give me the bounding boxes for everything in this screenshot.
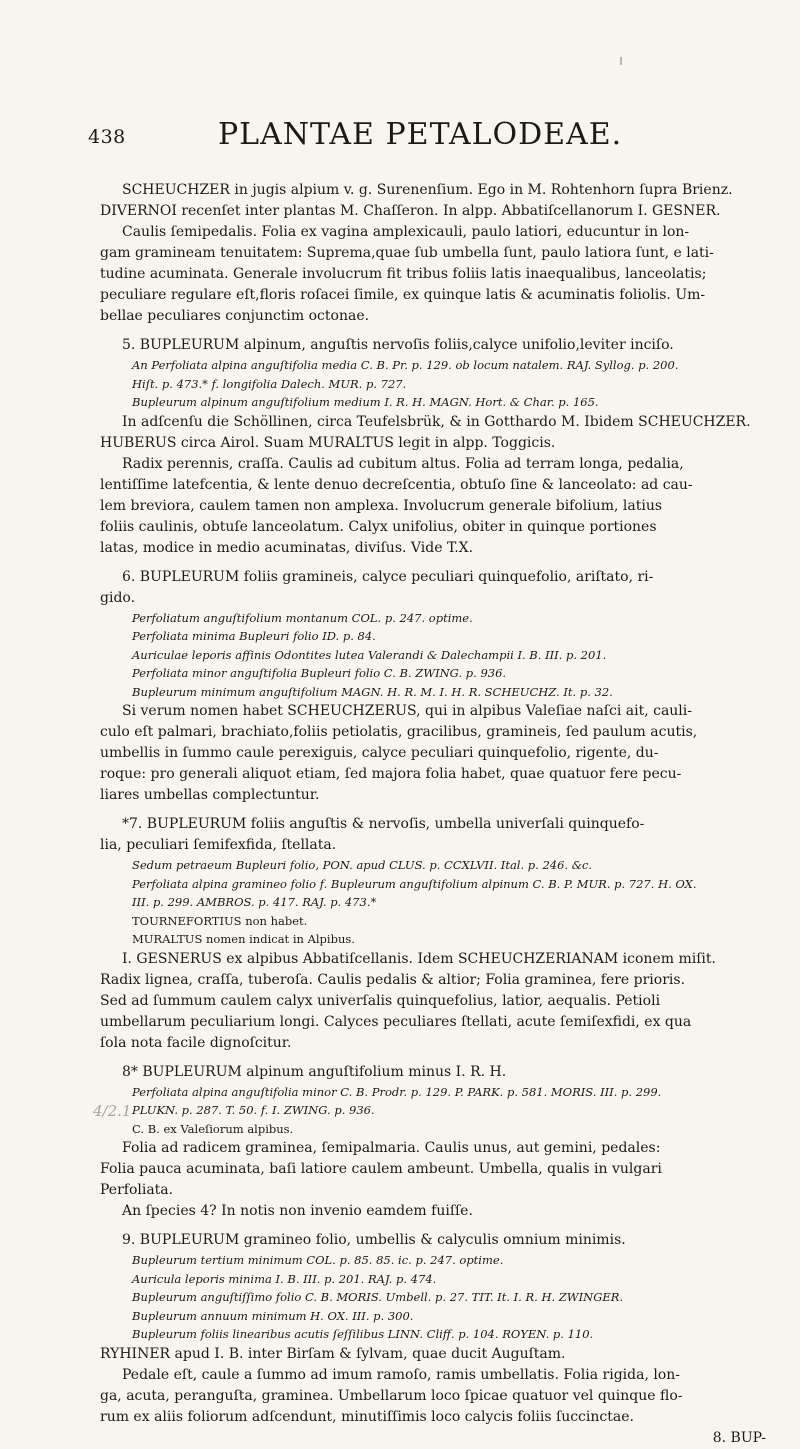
text-line: lentiſſime latefcentia, & lente denuo decreſcentia, obtuſo ſine & lanceolato: ad cau- (100, 476, 693, 493)
text-line: roque: pro generali aliquot etiam, ſed majora folia habet, quae quatuor fere pecu- (100, 766, 682, 782)
species-heading: 6. BUPLEURUM foliis gramineis, calyce peculiari quinquefolio, ariſtato, ri- (122, 568, 654, 585)
synonym-line: Hiſt. p. 473.* f. longifolia Dalech. MUR. p. 727. (132, 376, 407, 391)
text-line: umbellarum peculiarium longi. Calyces peculiares ſtellati, acute ſemiſexfidi, ex qua (100, 1013, 692, 1030)
running-head: PLANTAE PETALODEAE. (218, 117, 623, 152)
ink-mark (620, 57, 622, 65)
text-line: gido. (100, 589, 136, 606)
text-line: tudine acuminata. Generale involucrum fit tribus foliis latis inaequalibus, lanceolatis; (100, 266, 707, 282)
synonym-line: TOURNEFORTIUS non habet. (132, 913, 308, 928)
text-line: SCHEUCHZER in jugis alpium v. g. Surenenſium. Ego in M. Rohtenhorn ſupra Brienz. (122, 182, 733, 198)
synonym-line: Perfoliata minor anguſtifolia Bupleuri folio C. B. ZWING. p. 936. (132, 666, 507, 680)
text-line: Perfoliata. (100, 1182, 174, 1198)
text-line: An ſpecies 4? In notis non invenio eamdem fuiſſe. (122, 1203, 473, 1219)
synonym-line: Perfoliata alpina gramineo folio f. Bupleurum anguſtifolium alpinum C. B. P. MUR. p. 727. H. OX. (132, 876, 697, 891)
synonym-line: MURALTUS nomen indicat in Alpibus. (132, 932, 355, 946)
text-line: umbellis in ſummo caule perexiguis, calyce peculiari quinquefolio, rigente, du- (100, 745, 659, 761)
handwritten-margin-note: 4/2.1 (93, 1102, 132, 1120)
text-line: Radix lignea, craſſa, tuberoſa. Caulis pedalis & altior; Folia graminea, fere prioris. (100, 971, 686, 988)
text-line: bellae peculiares conjunctim octonae. (100, 308, 370, 324)
synonym-line: Auricula leporis minima I. B. III. p. 201. RAJ. p. 474. (132, 1271, 437, 1286)
text-line: HUBERUS circa Airol. Suam MURALTUS legit in alpp. Toggicis. (100, 434, 556, 451)
synonym-line: Perfoliata alpina anguſtifolia minor C. B. Prodr. p. 129. P. PARK. p. 581. MORIS. III. p. 299. (132, 1084, 662, 1099)
text-line: DIVERNOI recenſet inter plantas M. Chaſſeron. In alpp. Abbatiſcellanorum I. GESNER. (100, 203, 721, 219)
text-line: gam gramineam tenuitatem: Suprema,quae ſub umbella ſunt, paulo latiora ſunt, e lati- (100, 245, 714, 261)
synonym-line: Perfoliatum anguſtifolium montanum COL. p. 247. optime. (132, 610, 473, 625)
page-header (88, 117, 768, 153)
text-line: RYHINER apud I. B. inter Birſam & ſylvam, quae ducit Auguſtam. (100, 1345, 566, 1362)
species-heading: 8* BUPLEURUM alpinum anguſtifolium minus I. R. H. (122, 1063, 507, 1080)
text-line: Si verum nomen habet SCHEUCHZERUS, qui in alpibus Valeſiae naſci ait, cauli- (122, 703, 692, 719)
text-line: lem breviora, caulem tamen non amplexa. Involucrum generale bifolium, latius (100, 497, 663, 514)
synonym-line: Bupleurum annuum minimum H. OX. III. p. 300. (132, 1308, 414, 1323)
text-line: latas, modice in medio acuminatas, diviſus. Vide T.X. (100, 539, 474, 556)
text-line: I. GESNERUS ex alpibus Abbatiſcellanis. Idem SCHEUCHZERIANAM iconem miſit. (122, 950, 716, 967)
synonym-line: Auriculae leporis affinis Odontites lutea Valerandi & Dalechampii I. B. III. p. 201. (132, 647, 607, 662)
catchword: 8. BUP- (712, 1429, 766, 1446)
species-heading: 9. BUPLEURUM gramineo folio, umbellis & calyculis omnium minimis. (122, 1232, 626, 1248)
synonym-line: An Perfoliata alpina anguſtifolia media C. B. Pr. p. 129. ob locum natalem. RAJ. Syllog. p. 200. (132, 358, 679, 372)
text-line: ſola nota facile dignoſcitur. (100, 1034, 292, 1051)
text-line: ga, acuta, peranguſta, graminea. Umbellarum loco ſpicae quatuor vel quinque flo- (100, 1387, 683, 1404)
text-line: Folia ad radicem graminea, ſemipalmaria. Caulis unus, aut gemini, pedales: (122, 1140, 661, 1156)
synonym-line: Bupleurum tertium minimum COL. p. 85. 85. ic. p. 247. optime. (132, 1253, 504, 1267)
page-number: 438 (88, 126, 126, 148)
book-page (88, 0, 768, 1446)
synonym-line: Bupleurum anguſtiſſimo folio C. B. MORIS. Umbell. p. 27. TIT. It. I. R. H. ZWINGER. (132, 1290, 624, 1304)
synonym-line: Bupleurum minimum anguſtifolium MAGN. H. R. M. I. H. R. SCHEUCHZ. It. p. 32. (132, 684, 613, 699)
synonym-line: Bupleurum alpinum anguſtifolium medium I. R. H. MAGN. Hort. & Char. p. 165. (132, 395, 599, 409)
synonym-line: III. p. 299. AMBROS. p. 417. RAJ. p. 473.* (132, 895, 377, 909)
text-line: foliis caulinis, obtuſe lanceolatum. Calyx unifolius, obiter in quinque portiones (100, 518, 657, 535)
text-line: Pedale eſt, caule a ſummo ad imum ramoſo, ramis umbellatis. Folia rigida, lon- (122, 1366, 680, 1383)
text-line: rum ex aliis foliorum adſcendunt, minutiſſimis loco calycis foliis ſuccinctae. (100, 1408, 634, 1425)
text-line: culo eſt palmari, brachiato,foliis petiolatis, gracilibus, gramineis, ſed paulum acutis, (100, 724, 698, 740)
text-line: Caulis ſemipedalis. Folia ex vagina amplexicauli, paulo latiori, educuntur in lon- (122, 224, 690, 240)
text-line: peculiare regulare eſt,floris roſacei ſimile, ex quinque latis & acuminatis foliolis. Um- (100, 287, 706, 303)
synonym-line: Perfoliata minima Bupleuri folio ID. p. 84. (132, 629, 376, 643)
synonym-line: Bupleurum foliis linearibus acutis ſeſſilibus LINN. Cliff. p. 104. ROYEN. p. 110. (132, 1327, 594, 1341)
text-line: lia, peculiari ſemifexfida, ſtellata. (100, 837, 337, 853)
synonym-line: PLUKN. p. 287. T. 50. f. I. ZWING. p. 936. (132, 1103, 375, 1117)
synonym-line: Sedum petraeum Bupleuri folio, PON. apud CLUS. p. CCXLVII. Ital. p. 246. &c. (132, 858, 593, 872)
text-line: Folia pauca acuminata, baſi latiore caulem ambeunt. Umbella, qualis in vulgari (100, 1161, 662, 1177)
text-line: liares umbellas complectuntur. (100, 787, 320, 803)
page-body (100, 180, 766, 1449)
text-line: Radix perennis, craſſa. Caulis ad cubitum altus. Folia ad terram longa, pedalia, (122, 455, 684, 472)
species-heading: *7. BUPLEURUM foliis anguſtis & nervoſis, umbella univerſali quinquefo- (122, 816, 645, 832)
text-line: Sed ad ſummum caulem calyx univerſalis quinquefolius, latior, aequalis. Petioli (100, 992, 661, 1009)
text-line: In adſcenſu die Schöllinen, circa Teufelsbrük, & in Gotthardo M. Ibidem SCHEUCHZER. (122, 413, 751, 430)
synonym-line: C. B. ex Valeſiorum alpibus. (132, 1121, 294, 1136)
species-heading: 5. BUPLEURUM alpinum, anguſtis nervoſis foliis,calyce unifolio,leviter inciſo. (122, 337, 674, 353)
